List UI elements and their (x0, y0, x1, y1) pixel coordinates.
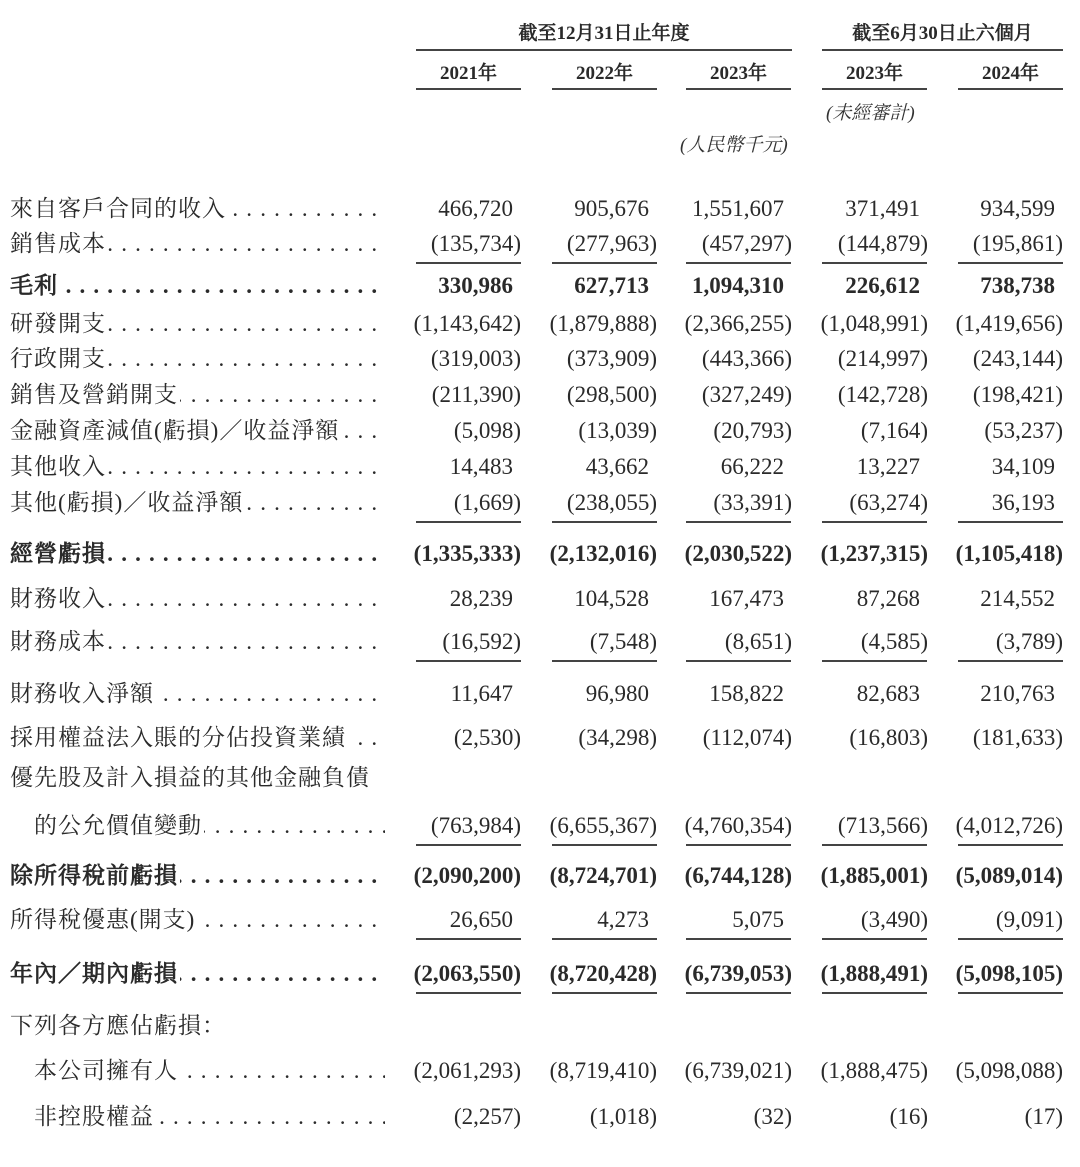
row-value: (373,909) (566, 346, 657, 371)
subtotal-rule (416, 521, 521, 523)
row-label: 財務成本 . . . (10, 628, 385, 656)
row-value: 66,222 (720, 454, 784, 479)
subtotal-rule (958, 844, 1063, 846)
subtotal-rule (686, 262, 791, 264)
row-value: (3,789) (995, 629, 1063, 654)
row-label: 財務收入 . . . (10, 585, 385, 613)
subtotal-rule (958, 660, 1063, 662)
row-label: 毛利 . . . (10, 272, 385, 300)
row-value: (16,592) (442, 629, 521, 654)
row-value: (13,039) (578, 418, 657, 443)
row-value: 43,662 (585, 454, 649, 479)
row-value: 226,612 (845, 273, 920, 298)
row-value: (181,633) (972, 725, 1063, 750)
row-value: (2,061,293) (413, 1058, 521, 1083)
subtotal-rule (416, 938, 521, 940)
subtotal-rule (958, 938, 1063, 940)
year-header: 2022年 (575, 63, 633, 84)
row-value: (1,669) (453, 490, 521, 515)
row-value: (142,728) (837, 382, 928, 407)
annual-header-rule (416, 49, 792, 51)
subtotal-rule (822, 938, 927, 940)
row-value: (4,012,726) (955, 813, 1063, 838)
row-label: 來自客戶合同的收入 . . . (10, 195, 385, 223)
row-value: (7,548) (589, 629, 657, 654)
row-value: (17) (1024, 1104, 1063, 1129)
row-value: 14,483 (449, 454, 513, 479)
row-value: (6,655,367) (549, 813, 657, 838)
row-value: (214,997) (837, 346, 928, 371)
row-label: 採用權益法入賬的分佔投資業績 . . . (10, 724, 385, 752)
year-header: 2024年 (981, 63, 1039, 84)
row-label: 銷售成本 . . . (10, 230, 385, 258)
total-underline (822, 992, 927, 994)
row-label: 年內／期內虧損 . . . (10, 960, 385, 988)
row-value: 210,763 (980, 681, 1055, 706)
row-value: (16) (889, 1104, 928, 1129)
row-value: 158,822 (709, 681, 784, 706)
row-label: 非控股權益 . . . (34, 1103, 385, 1131)
row-label: 其他(虧損)／收益淨額 . . . (10, 489, 385, 517)
interim-period-header: 截至6月30日止六個月 (852, 23, 1033, 44)
subtotal-rule (552, 844, 657, 846)
row-value: (6,744,128) (684, 863, 792, 888)
row-value: (32) (753, 1104, 792, 1129)
row-value: (5,098,088) (955, 1058, 1063, 1083)
row-value: (4,585) (860, 629, 928, 654)
row-value: (2,030,522) (684, 541, 792, 566)
row-value: (238,055) (566, 490, 657, 515)
subtotal-rule (552, 521, 657, 523)
row-value: (8,720,428) (549, 961, 657, 986)
row-label: 銷售及營銷開支 . . . (10, 381, 385, 409)
row-label: 優先股及計入損益的其他金融負債 (10, 765, 370, 790)
row-label: 金融資產減值(虧損)／收益淨額 . . . (10, 417, 385, 445)
row-value: (327,249) (701, 382, 792, 407)
row-value: (16,803) (849, 725, 928, 750)
row-value: (8,724,701) (549, 863, 657, 888)
row-value: (8,719,410) (549, 1058, 657, 1083)
total-underline (552, 992, 657, 994)
row-value: (53,237) (984, 418, 1063, 443)
row-value: (2,063,550) (413, 961, 521, 986)
row-value: (4,760,354) (684, 813, 792, 838)
row-value: (1,105,418) (955, 541, 1063, 566)
row-value: (2,090,200) (413, 863, 521, 888)
row-value: 96,980 (585, 681, 649, 706)
subtotal-rule (822, 521, 927, 523)
total-underline (686, 992, 791, 994)
row-value: (319,003) (430, 346, 521, 371)
row-value: (298,500) (566, 382, 657, 407)
row-value: (763,984) (430, 813, 521, 838)
row-label: 本公司擁有人 . . . (34, 1057, 385, 1085)
subtotal-rule (822, 660, 927, 662)
row-value: 214,552 (980, 586, 1055, 611)
row-label: 除所得稅前虧損 . . . (10, 862, 385, 890)
row-value: (1,048,991) (820, 311, 928, 336)
row-value: (2,530) (453, 725, 521, 750)
year-header: 2023年 (709, 63, 767, 84)
year-header-rule (822, 88, 927, 90)
subtotal-rule (686, 844, 791, 846)
row-value: (8,651) (724, 629, 792, 654)
row-value: (5,098,105) (955, 961, 1063, 986)
row-value: (1,885,001) (820, 863, 928, 888)
row-label: 其他收入 . . . (10, 453, 385, 481)
row-value: (277,963) (566, 231, 657, 256)
row-value: 82,683 (856, 681, 920, 706)
currency-note: (人民幣千元) (680, 135, 788, 156)
row-value: (1,335,333) (413, 541, 521, 566)
row-label: 所得稅優惠(開支) . . . (10, 906, 385, 934)
row-value: (1,419,656) (955, 311, 1063, 336)
row-value: (9,091) (995, 907, 1063, 932)
row-value: 5,075 (732, 907, 784, 932)
row-value: (3,490) (860, 907, 928, 932)
row-value: 627,713 (574, 273, 649, 298)
row-value: 1,551,607 (692, 196, 784, 221)
total-underline (958, 992, 1063, 994)
row-value: 466,720 (438, 196, 513, 221)
row-value: (20,793) (713, 418, 792, 443)
row-value: (457,297) (701, 231, 792, 256)
subtotal-rule (416, 844, 521, 846)
row-value: (1,888,475) (820, 1058, 928, 1083)
subtotal-rule (822, 262, 927, 264)
interim-header-rule (822, 49, 1063, 51)
row-value: (5,089,014) (955, 863, 1063, 888)
row-value: (135,734) (430, 231, 521, 256)
row-label: 的公允價值變動 . . . (34, 812, 385, 840)
subtotal-rule (686, 660, 791, 662)
row-value: (7,164) (860, 418, 928, 443)
subtotal-rule (552, 262, 657, 264)
row-value: (6,739,021) (684, 1058, 792, 1083)
row-value: (211,390) (431, 382, 521, 407)
row-value: 167,473 (709, 586, 784, 611)
row-label: 經營虧損 . . . (10, 540, 385, 568)
total-underline (416, 992, 521, 994)
row-value: (1,143,642) (413, 311, 521, 336)
year-header: 2021年 (439, 63, 497, 84)
row-value: 34,109 (991, 454, 1055, 479)
row-label: 研發開支 . . . (10, 310, 385, 338)
row-label: 財務收入淨額 . . . (10, 680, 385, 708)
row-value: (63,274) (849, 490, 928, 515)
row-value: 26,650 (449, 907, 513, 932)
row-value: (2,132,016) (549, 541, 657, 566)
subtotal-rule (552, 660, 657, 662)
row-value: (1,018) (589, 1104, 657, 1129)
subtotal-rule (958, 521, 1063, 523)
row-value: (34,298) (578, 725, 657, 750)
subtotal-rule (822, 844, 927, 846)
annual-period-header: 截至12月31日止年度 (518, 23, 690, 44)
row-value: 371,491 (845, 196, 920, 221)
row-value: 738,738 (980, 273, 1055, 298)
row-value: 934,599 (980, 196, 1055, 221)
row-value: 905,676 (574, 196, 649, 221)
year-header: 2023年 (845, 63, 903, 84)
row-label: 下列各方應佔虧損： (10, 1013, 226, 1038)
row-value: 1,094,310 (692, 273, 784, 298)
row-value: 87,268 (856, 586, 920, 611)
row-value: (6,739,053) (684, 961, 792, 986)
row-value: (443,366) (701, 346, 792, 371)
row-value: 330,986 (438, 273, 513, 298)
row-label: 行政開支 . . . (10, 345, 385, 373)
subtotal-rule (958, 262, 1063, 264)
row-value: (243,144) (972, 346, 1063, 371)
year-header-rule (416, 88, 521, 90)
row-value: (1,237,315) (820, 541, 928, 566)
subtotal-rule (686, 938, 791, 940)
row-value: 36,193 (991, 490, 1055, 515)
row-value: (198,421) (972, 382, 1063, 407)
row-value: (144,879) (837, 231, 928, 256)
year-header-rule (552, 88, 657, 90)
year-header-rule (958, 88, 1063, 90)
row-value: 28,239 (449, 586, 513, 611)
row-value: (2,366,255) (684, 311, 792, 336)
row-value: (713,566) (837, 813, 928, 838)
row-value: (1,879,888) (549, 311, 657, 336)
row-value: 13,227 (856, 454, 920, 479)
subtotal-rule (686, 521, 791, 523)
row-value: (195,861) (972, 231, 1063, 256)
subtotal-rule (416, 660, 521, 662)
row-value: (1,888,491) (820, 961, 928, 986)
row-value: (5,098) (453, 418, 521, 443)
row-value: (33,391) (713, 490, 792, 515)
row-value: 4,273 (597, 907, 649, 932)
unaudited-note: (未經審計) (826, 103, 915, 124)
subtotal-rule (416, 262, 521, 264)
row-value: (2,257) (453, 1104, 521, 1129)
subtotal-rule (552, 938, 657, 940)
year-header-rule (686, 88, 791, 90)
row-value: 11,647 (450, 681, 513, 706)
row-value: 104,528 (574, 586, 649, 611)
row-value: (112,074) (702, 725, 792, 750)
